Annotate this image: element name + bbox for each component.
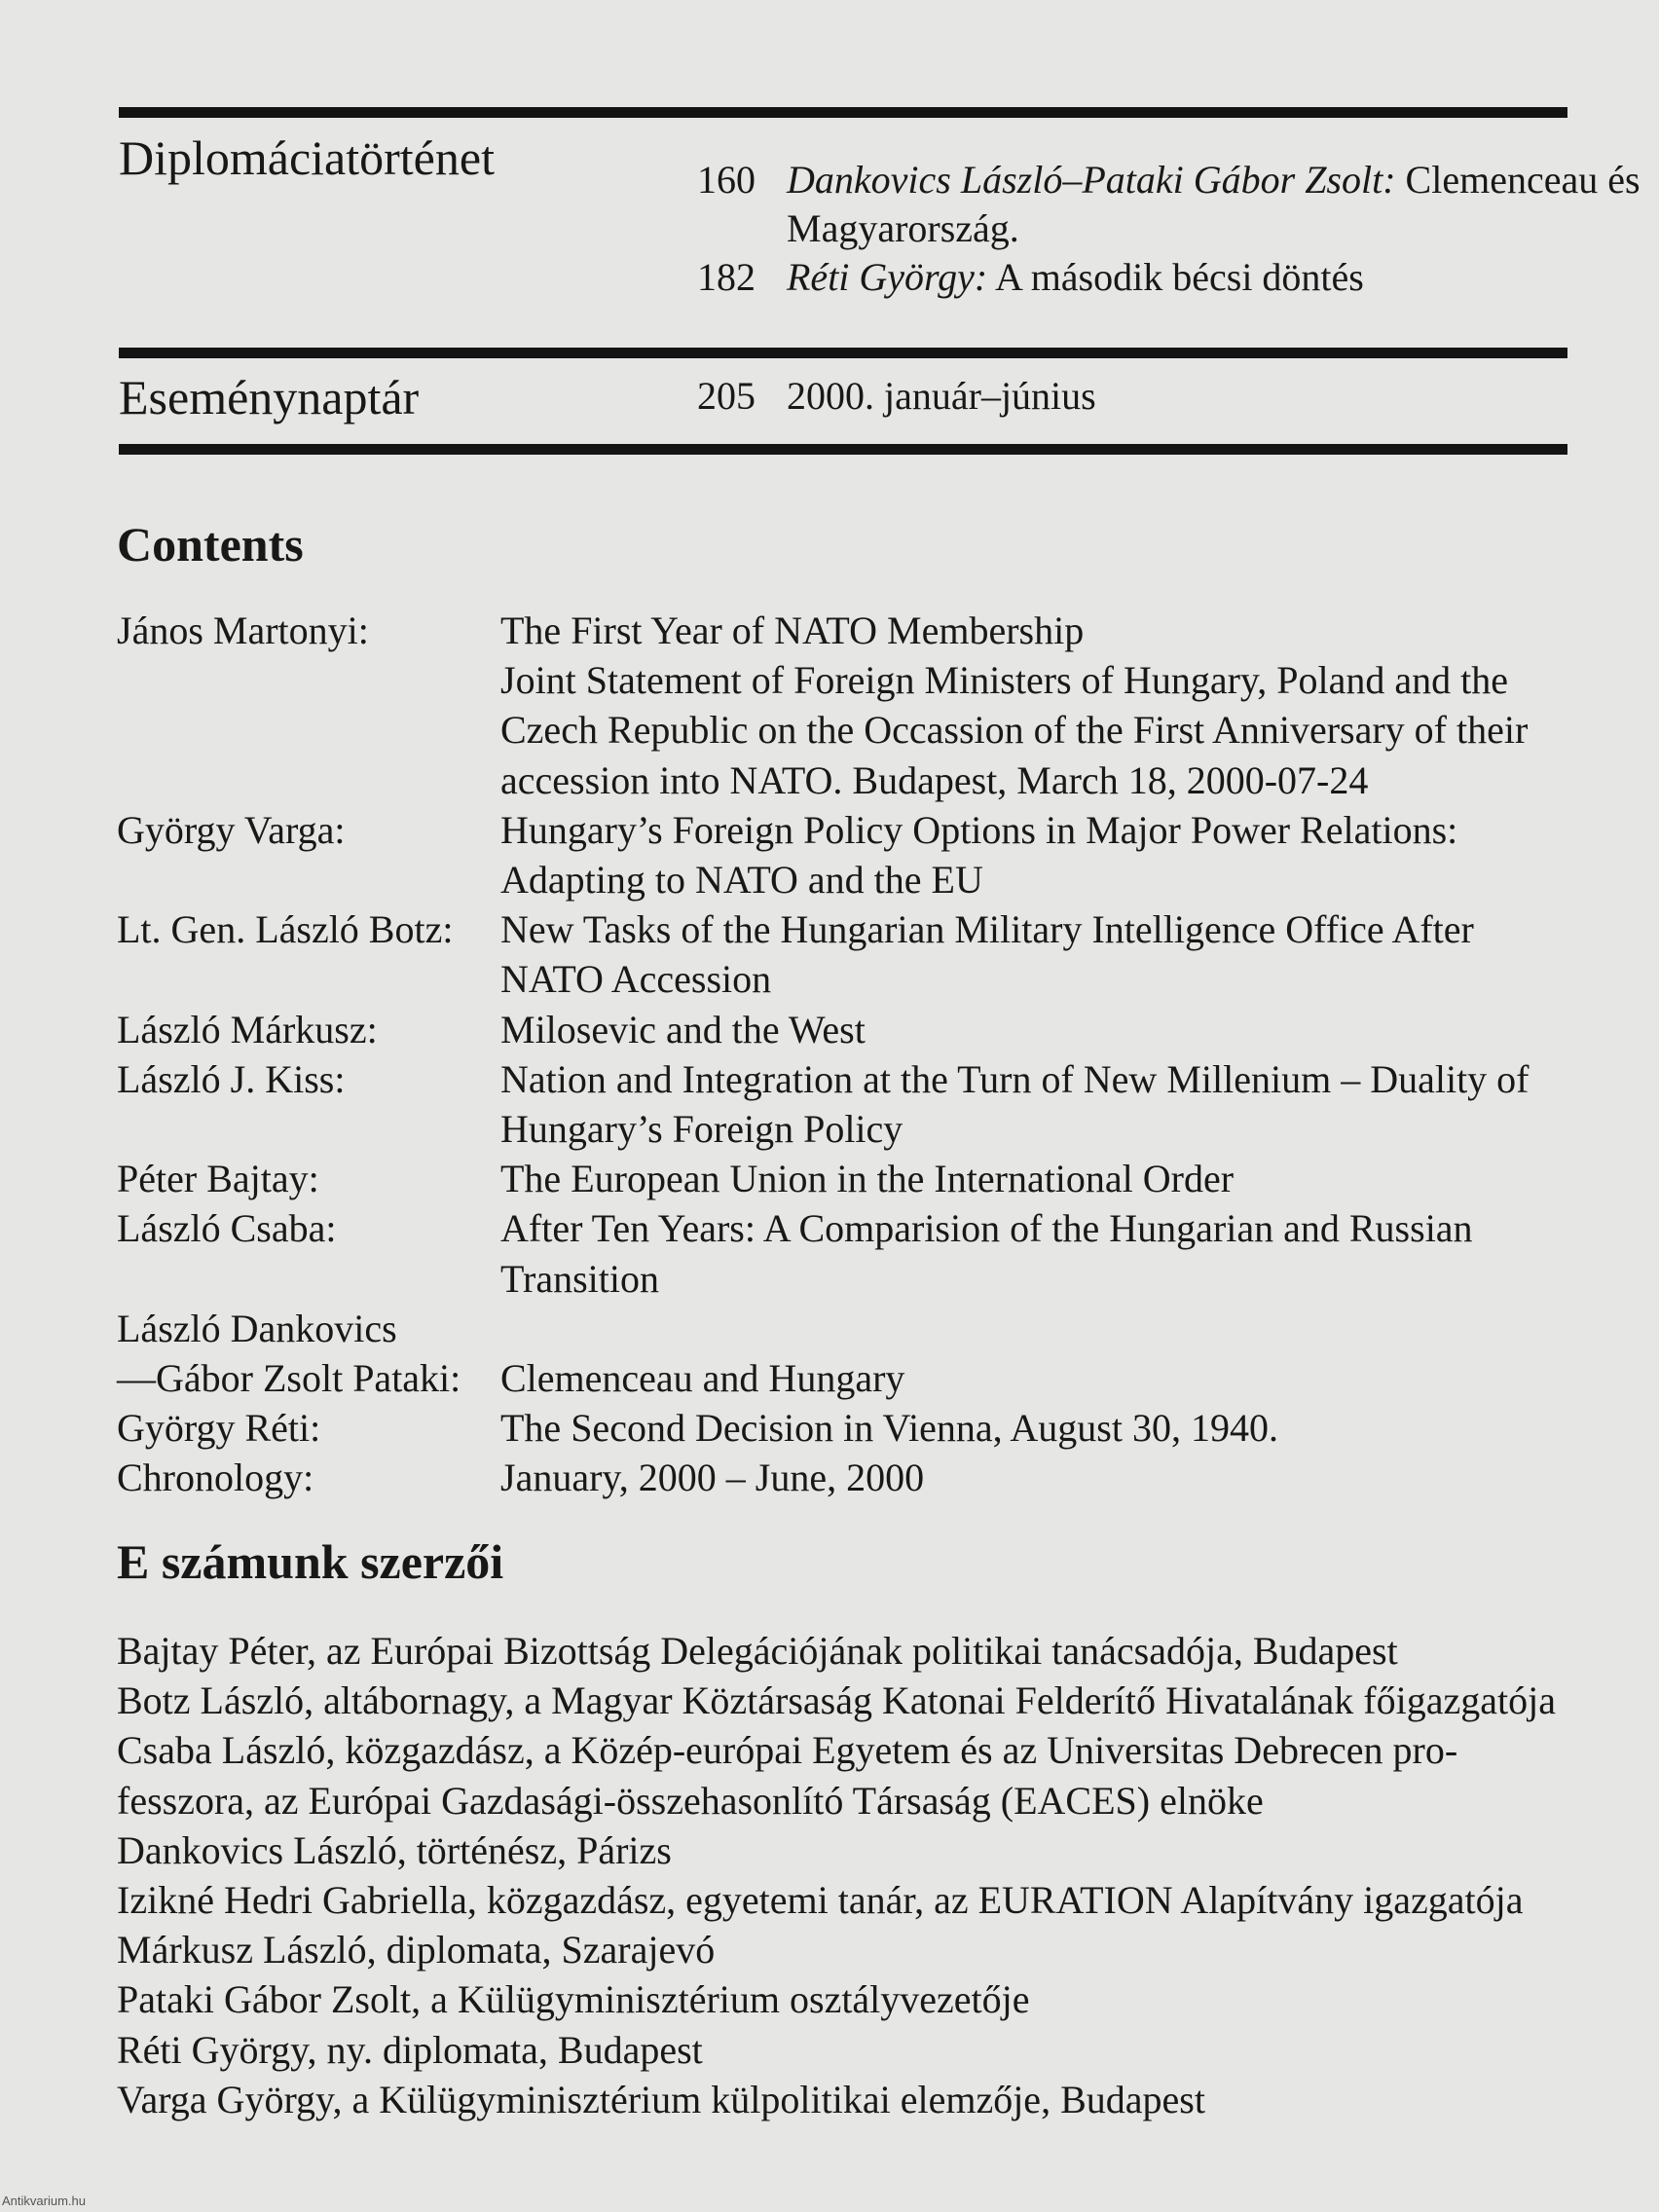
middle-rule: [119, 348, 1567, 358]
toc-entry-title: 2000. január–június: [787, 374, 1096, 418]
contents-title: Nation and Integration at the Turn of New Millenium – Duality of Hungary’s Foreign Policy: [500, 1056, 1530, 1152]
contents-author: László Márkusz:: [117, 1007, 378, 1051]
contents-heading: Contents: [117, 517, 304, 571]
author-line: Izikné Hedri Gabriella, közgazdász, egyetemi tanár, az EURATION Alapítvány igazgatója: [117, 1878, 1524, 1923]
toc-entry: [697, 253, 1651, 302]
toc-entry-body: [787, 253, 1651, 302]
author-line: Márkusz László, diplomata, Szarajevó: [117, 1928, 716, 1972]
author-line: Bajtay Péter, az Európai Bizottság Delegációjának politikai tanácsadója, Budapest: [117, 1629, 1398, 1673]
contents-title: January, 2000 – June, 2000: [500, 1456, 925, 1500]
contents-row: [117, 1054, 1577, 1154]
contents-author: László J. Kiss:: [117, 1056, 346, 1101]
contents-row: [117, 1353, 1577, 1403]
author-line: Botz László, altábornagy, a Magyar Köztársaság Katonai Felderítő Hivatalának főigazgatója: [117, 1678, 1556, 1723]
toc-entries: [697, 372, 1651, 421]
toc-section-title: Diplomáciatörténet: [119, 130, 495, 185]
contents-title: The Second Decision in Vienna, August 30, 1940.: [500, 1406, 1278, 1451]
toc-entry: [697, 156, 1651, 253]
contents-row: [117, 904, 1577, 1004]
contents-author: Lt. Gen. László Botz:: [117, 907, 454, 952]
authors-list: [117, 1626, 1577, 2124]
watermark: Antikvarium.hu: [2, 2194, 86, 2208]
contents-title: New Tasks of the Hungarian Military Intelligence Office After NATO Accession: [500, 907, 1474, 1002]
contents-author: László Csaba:: [117, 1206, 337, 1251]
author-line: Pataki Gábor Zsolt, a Külügyminisztérium osztályvezetője: [117, 1977, 1030, 2022]
contents-title: Joint Statement of Foreign Ministers of Hungary, Poland and the Czech Republic on the Occassion of the First Anniversary of their accession into NATO. Budapest, March 18, 2000-07-24: [500, 658, 1529, 802]
author-line: Réti György, ny. diplomata, Budapest: [117, 2027, 703, 2072]
contents-row: [117, 655, 1577, 805]
contents-author: János Martonyi:: [117, 608, 369, 652]
contents-author: György Réti:: [117, 1406, 321, 1451]
contents-row: [117, 606, 1577, 655]
author-line: Varga György, a Külügyminisztérium külpolitikai elemzője, Budapest: [117, 2077, 1205, 2121]
contents-row: [117, 1005, 1577, 1054]
contents-list: [117, 606, 1577, 1503]
contents-row: [117, 1304, 1577, 1353]
contents-title: After Ten Years: A Comparision of the Hungarian and Russian Transition: [500, 1206, 1473, 1301]
contents-title: The European Union in the International Order: [500, 1157, 1235, 1201]
toc-entries: [697, 156, 1651, 302]
toc-entry: [697, 372, 1651, 421]
contents-author: Péter Bajtay:: [117, 1157, 319, 1201]
contents-author: László Dankovics: [117, 1306, 397, 1350]
toc-entry-title: A második bécsi döntés: [987, 255, 1364, 299]
author-line: Csaba László, közgazdász, a Közép-európai Egyetem és az Universitas Debrecen pro-: [117, 1728, 1458, 1773]
toc-entry-page: 160: [697, 158, 756, 202]
authors-heading: E számunk szerzői: [117, 1534, 504, 1589]
contents-author: —Gábor Zsolt Pataki:: [117, 1356, 461, 1401]
contents-author: György Varga:: [117, 807, 346, 852]
toc-entry-body: [787, 156, 1651, 253]
top-rule: [119, 107, 1567, 118]
contents-row: [117, 805, 1577, 904]
contents-row: [117, 1203, 1577, 1303]
toc-entry-body: [787, 372, 1651, 421]
contents-author: [117, 655, 500, 805]
contents-author: Chronology:: [117, 1456, 314, 1500]
author-line: fesszora, az Európai Gazdasági-összehasonlító Társaság (EACES) elnöke: [117, 1778, 1264, 1823]
toc-entry-title: Clemenceau és Magyarország.: [787, 158, 1641, 250]
contents-title: Hungary’s Foreign Policy Options in Major Power Relations: Adapting to NATO and the EU: [500, 807, 1458, 903]
bottom-rule: [119, 444, 1567, 455]
toc-entry-author: Dankovics László–Pataki Gábor Zsolt:: [787, 158, 1396, 202]
toc-section-title: Eseménynaptár: [119, 370, 420, 424]
toc-entry-author: Réti György:: [787, 255, 988, 299]
author-line: Dankovics László, történész, Párizs: [117, 1827, 672, 1872]
contents-title: The First Year of NATO Membership: [500, 608, 1085, 652]
contents-row: [117, 1154, 1577, 1203]
toc-section-events: [119, 362, 1567, 440]
contents-title: [500, 1304, 1577, 1353]
contents-row: [117, 1453, 1577, 1502]
contents-title: Milosevic and the West: [500, 1007, 866, 1051]
toc-entry-page: 182: [697, 255, 756, 299]
contents-title: Clemenceau and Hungary: [500, 1356, 905, 1401]
contents-row: [117, 1403, 1577, 1453]
toc-entry-page: 205: [697, 374, 756, 418]
toc-section-diplomacy: [119, 127, 1641, 341]
